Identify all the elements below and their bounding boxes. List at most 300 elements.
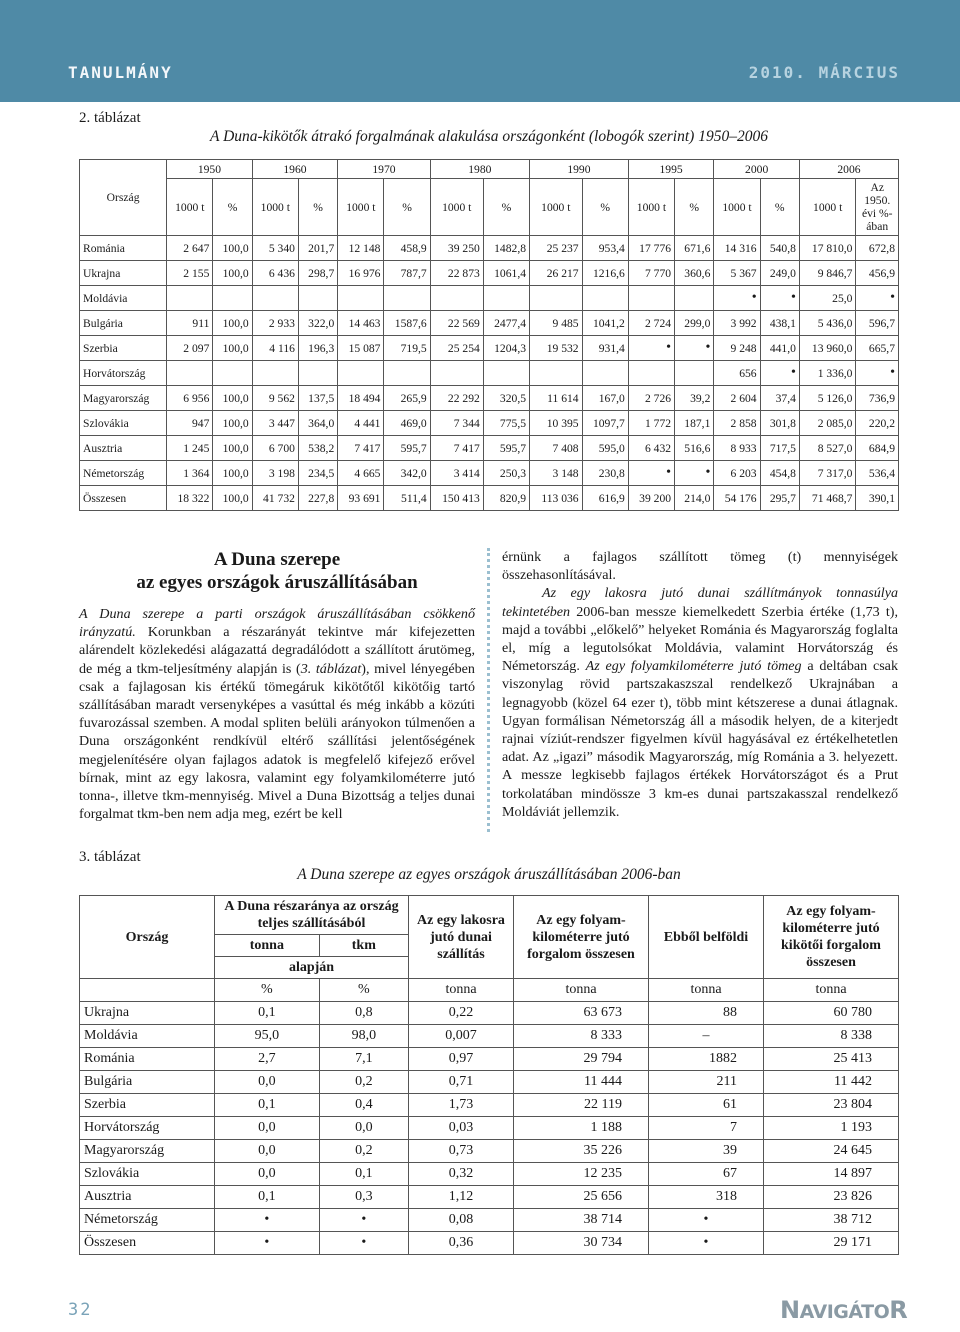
value-cell: 187,1 <box>675 411 714 436</box>
table1-unit: % <box>213 179 252 236</box>
value-cell: 4 116 <box>252 336 298 361</box>
table1-unit: 1000 t <box>628 179 674 236</box>
table-row <box>80 411 899 436</box>
value-cell: 2 933 <box>252 311 298 336</box>
table2-unit: tonna <box>409 979 514 1002</box>
value-cell: • <box>319 1232 408 1255</box>
table-row <box>80 1117 899 1140</box>
value-cell: 6 956 <box>167 386 213 411</box>
value-cell: 0,08 <box>409 1209 514 1232</box>
value-cell: 3 198 <box>252 461 298 486</box>
value-cell: 0,0 <box>215 1071 320 1094</box>
table-row <box>80 1048 899 1071</box>
value-cell: 2 647 <box>167 236 213 261</box>
value-cell: 3 414 <box>430 461 483 486</box>
value-cell: 9 248 <box>714 336 760 361</box>
value-cell <box>338 361 384 386</box>
value-cell: 6 436 <box>252 261 298 286</box>
value-cell: 1 188 <box>514 1117 649 1140</box>
value-cell: 322,0 <box>298 311 337 336</box>
value-cell: 25,0 <box>799 286 856 311</box>
empty-cell <box>80 979 215 1002</box>
value-cell: 14 316 <box>714 236 760 261</box>
value-cell: 18 494 <box>338 386 384 411</box>
value-cell: 98,0 <box>319 1025 408 1048</box>
country-cell: Bulgária <box>80 311 167 336</box>
value-cell: 41 732 <box>252 486 298 511</box>
country-cell: Összesen <box>80 486 167 511</box>
value-cell: 7 317,0 <box>799 461 856 486</box>
value-cell: 100,0 <box>213 486 252 511</box>
value-cell: 1 364 <box>167 461 213 486</box>
value-cell: 671,6 <box>675 236 714 261</box>
value-cell <box>252 286 298 311</box>
value-cell: 2 726 <box>628 386 674 411</box>
value-cell: 656 <box>714 361 760 386</box>
value-cell: 342,0 <box>384 461 430 486</box>
value-cell: 61 <box>649 1094 764 1117</box>
value-cell: 1,12 <box>409 1186 514 1209</box>
value-cell: 0,03 <box>409 1117 514 1140</box>
value-cell: 0,0 <box>319 1117 408 1140</box>
value-cell <box>384 361 430 386</box>
value-cell: 320,5 <box>483 386 529 411</box>
article-paragraph-1: A Duna szerepe a parti országok áruszállításában csökkenő irányzatú. Korunkban a részarányát tekintve már kifejezetten alárendelt közlekedési alágazattá degradálódott a szállított árutömeg, de még a tkm-teljesítmény alapján is (3. táblázat), mivel lényegében csak a fajlagosan kis értékű tömegáruk kikötőtől kikötőig tartó szállításában maradt versenyképes a vasúttal és még inkább a közúti fuvarozással szemben. A modal spliten belüli arányokon túlmenően a Duna országonként rendkívül eltérő szállítási jelentőségének megjelenítésére olyan fajlagos adatok is megfelelő kifejező erővel bírnak, mint az egy lakosra, valamint egy folyamkilométerre jutó tonna-, illetve tkm-mennyiség. Mivel a Duna Bizottság a teljes dunai forgalmat tkm-ben nem adja meg, ezért be kell <box>79 606 475 823</box>
value-cell: 30 734 <box>514 1232 649 1255</box>
value-cell: 250,3 <box>483 461 529 486</box>
value-cell: 8 333 <box>514 1025 649 1048</box>
value-cell: 22 292 <box>430 386 483 411</box>
value-cell: 5 436,0 <box>799 311 856 336</box>
value-cell: 234,5 <box>298 461 337 486</box>
value-cell <box>252 361 298 386</box>
value-cell: 1041,2 <box>582 311 628 336</box>
value-cell: 717,5 <box>760 436 799 461</box>
value-cell: 11 442 <box>764 1071 899 1094</box>
value-cell: 88 <box>649 1002 764 1025</box>
country-cell: Bulgária <box>80 1071 215 1094</box>
value-cell: 10 395 <box>530 411 583 436</box>
value-cell: 93 691 <box>338 486 384 511</box>
value-cell: • <box>675 336 714 361</box>
value-cell: 7 <box>649 1117 764 1140</box>
value-cell <box>675 361 714 386</box>
value-cell: 787,7 <box>384 261 430 286</box>
value-cell: 100,0 <box>213 386 252 411</box>
country-cell: Horvátország <box>80 361 167 386</box>
country-cell: Moldávia <box>80 1025 215 1048</box>
value-cell: 775,5 <box>483 411 529 436</box>
country-cell: Ausztria <box>80 1186 215 1209</box>
table1-year: 1990 <box>530 160 629 179</box>
value-cell: 18 322 <box>167 486 213 511</box>
value-cell: 214,0 <box>675 486 714 511</box>
value-cell: 2477,4 <box>483 311 529 336</box>
value-cell: 13 960,0 <box>799 336 856 361</box>
page-header <box>0 0 960 102</box>
table1-unit: 1000 t <box>252 179 298 236</box>
table1-year: 2006 <box>799 160 898 179</box>
value-cell: 37,4 <box>760 386 799 411</box>
table-row <box>80 386 899 411</box>
value-cell: 536,4 <box>856 461 899 486</box>
value-cell: 0,97 <box>409 1048 514 1071</box>
country-cell: Összesen <box>80 1232 215 1255</box>
table2-ebbol-header: Ebből belföldi <box>649 896 764 979</box>
value-cell: 3 992 <box>714 311 760 336</box>
value-cell: 0,0 <box>215 1117 320 1140</box>
table1-unit: 1000 t <box>167 179 213 236</box>
value-cell <box>582 286 628 311</box>
table2-header-row <box>80 896 899 935</box>
value-cell: 16 976 <box>338 261 384 286</box>
value-cell: 1 772 <box>628 411 674 436</box>
value-cell: 0,0 <box>215 1163 320 1186</box>
value-cell: 100,0 <box>213 461 252 486</box>
value-cell <box>628 286 674 311</box>
value-cell: 595,7 <box>483 436 529 461</box>
value-cell: 469,0 <box>384 411 430 436</box>
value-cell: 7 408 <box>530 436 583 461</box>
value-cell: 100,0 <box>213 436 252 461</box>
country-cell: Moldávia <box>80 286 167 311</box>
value-cell: 596,7 <box>856 311 899 336</box>
value-cell: 7 770 <box>628 261 674 286</box>
value-cell: 0,4 <box>319 1094 408 1117</box>
table1-caption: A Duna-kikötők átrakó forgalmának alakulása országonként (lobogók szerint) 1950–2006 <box>210 128 768 145</box>
value-cell: 9 846,7 <box>799 261 856 286</box>
value-cell: 719,5 <box>384 336 430 361</box>
value-cell: 540,8 <box>760 236 799 261</box>
table2-alapjan-header: alapján <box>215 957 409 979</box>
table-row <box>80 1209 899 1232</box>
table1-label: 2. táblázat <box>79 110 141 126</box>
value-cell <box>213 361 252 386</box>
value-cell: 0,1 <box>215 1002 320 1025</box>
section-title: TANULMÁNY <box>68 62 173 82</box>
value-cell: 5 126,0 <box>799 386 856 411</box>
country-cell: Ausztria <box>80 436 167 461</box>
country-cell: Románia <box>80 236 167 261</box>
article-paragraph-2: érnünk a fajlagos szállított tömeg (t) mennyiségek összehasonlításával. <box>502 549 898 584</box>
value-cell: 22 873 <box>430 261 483 286</box>
table2-folyam-header: Az egy folyam-kilométerre jutó forgalom összesen <box>514 896 649 979</box>
value-cell: 0,36 <box>409 1232 514 1255</box>
value-cell: 1 336,0 <box>799 361 856 386</box>
value-cell: 0,32 <box>409 1163 514 1186</box>
table-row <box>80 1140 899 1163</box>
table1-unit: % <box>582 179 628 236</box>
value-cell: 820,9 <box>483 486 529 511</box>
value-cell: 265,9 <box>384 386 430 411</box>
value-cell: 211 <box>649 1071 764 1094</box>
value-cell: 516,6 <box>675 436 714 461</box>
value-cell: 100,0 <box>213 336 252 361</box>
table-row <box>80 436 899 461</box>
value-cell: 318 <box>649 1186 764 1209</box>
country-cell: Magyarország <box>80 386 167 411</box>
value-cell: 665,7 <box>856 336 899 361</box>
table2-country-header: Ország <box>80 896 215 979</box>
value-cell: 100,0 <box>213 311 252 336</box>
value-cell: 201,7 <box>298 236 337 261</box>
value-cell <box>213 286 252 311</box>
value-cell: 1216,6 <box>582 261 628 286</box>
table1-unit: 1000 t <box>530 179 583 236</box>
value-cell: 11 614 <box>530 386 583 411</box>
value-cell: 0,73 <box>409 1140 514 1163</box>
value-cell: 24 645 <box>764 1140 899 1163</box>
value-cell: • <box>714 286 760 311</box>
value-cell: 0,22 <box>409 1002 514 1025</box>
value-cell: 8 527,0 <box>799 436 856 461</box>
value-cell: 1061,4 <box>483 261 529 286</box>
country-cell: Németország <box>80 1209 215 1232</box>
table1-year: 2000 <box>714 160 800 179</box>
value-cell: • <box>760 361 799 386</box>
country-cell: Ukrajna <box>80 1002 215 1025</box>
table1-unit: % <box>483 179 529 236</box>
table1-unit: % <box>675 179 714 236</box>
value-cell <box>530 361 583 386</box>
value-cell: 25 254 <box>430 336 483 361</box>
country-cell: Horvátország <box>80 1117 215 1140</box>
table-row <box>80 461 899 486</box>
table1-unit: 1000 t <box>714 179 760 236</box>
value-cell: 6 432 <box>628 436 674 461</box>
value-cell: 23 804 <box>764 1094 899 1117</box>
value-cell: 1482,8 <box>483 236 529 261</box>
country-cell: Szerbia <box>80 336 167 361</box>
value-cell <box>430 286 483 311</box>
value-cell: 0,71 <box>409 1071 514 1094</box>
table1-year: 1980 <box>430 160 529 179</box>
table2-unit: % <box>215 979 320 1002</box>
value-cell: 4 441 <box>338 411 384 436</box>
value-cell: 25 237 <box>530 236 583 261</box>
value-cell: 360,6 <box>675 261 714 286</box>
value-cell: 953,4 <box>582 236 628 261</box>
value-cell: 947 <box>167 411 213 436</box>
value-cell <box>582 361 628 386</box>
value-cell: 2 155 <box>167 261 213 286</box>
value-cell: 17 810,0 <box>799 236 856 261</box>
value-cell: 1204,3 <box>483 336 529 361</box>
value-cell: 595,0 <box>582 436 628 461</box>
value-cell: 14 463 <box>338 311 384 336</box>
table2-tonna-header: tonna <box>215 935 320 957</box>
value-cell: • <box>649 1232 764 1255</box>
value-cell: • <box>649 1209 764 1232</box>
table-row <box>80 1025 899 1048</box>
value-cell: 220,2 <box>856 411 899 436</box>
country-cell: Szlovákia <box>80 411 167 436</box>
value-cell: 8 933 <box>714 436 760 461</box>
value-cell: 7,1 <box>319 1048 408 1071</box>
value-cell: 38 714 <box>514 1209 649 1232</box>
table-row <box>80 361 899 386</box>
value-cell: 0,2 <box>319 1071 408 1094</box>
table2-unit-row <box>80 979 899 1002</box>
value-cell: 26 217 <box>530 261 583 286</box>
value-cell: – <box>649 1025 764 1048</box>
table1-unit: % <box>384 179 430 236</box>
value-cell: 227,8 <box>298 486 337 511</box>
table1-year: 1995 <box>628 160 714 179</box>
table1-unit-row <box>80 179 899 236</box>
article-paragraph-3: Az egy lakosra jutó dunai szállítmányok tonnasúlya tekintetében 2006-ban messze kiemelkedett Szerbia értéke (1,73 t), majd a további „előkelő” helyeket Románia és Magyarország foglalta el, míg a legutolsókat Moldávia, valamint Horvátország és Németország. Az egy folyamkilométerre jutó tömeg a deltában csak viszonylag rövid partszakaszszal rendelkező Ukrajnában a legnagyobb (közel 64 ezer t), több mint kétszerese a dunai átlagnak. Ugyan formálisan Németország áll a második helyen, de a kiterjedt rajnai víziút-rendszer figyelmen kívül hagyásával ez értékelhetetlen adat. Az „igazi” második Magyarország, míg Románia a 3. helyezett. A messze legkisebb fajlagos értékek Horvátországot és a Prut torkolatában mindössze 3 km-es dunai partszakasszal rendelkező Moldáviát jellemzik. <box>502 585 898 820</box>
article-title-line2: az egyes országok áruszállításában <box>136 572 418 593</box>
value-cell: 911 <box>167 311 213 336</box>
value-cell: 1 245 <box>167 436 213 461</box>
value-cell: • <box>675 461 714 486</box>
table1-country-header: Ország <box>80 160 167 236</box>
table-row <box>80 1094 899 1117</box>
navigator-logo: NAVIGÁTOR <box>780 1296 908 1324</box>
table2-unit: tonna <box>514 979 649 1002</box>
table-row <box>80 1186 899 1209</box>
value-cell: 14 897 <box>764 1163 899 1186</box>
country-cell: Magyarország <box>80 1140 215 1163</box>
value-cell: 71 468,7 <box>799 486 856 511</box>
table1-unit: 1000 t <box>338 179 384 236</box>
value-cell: 38 712 <box>764 1209 899 1232</box>
value-cell: 3 148 <box>530 461 583 486</box>
value-cell: 11 444 <box>514 1071 649 1094</box>
country-cell: Szerbia <box>80 1094 215 1117</box>
table-row <box>80 1163 899 1186</box>
table-row <box>80 486 899 511</box>
value-cell: 538,2 <box>298 436 337 461</box>
value-cell: 1882 <box>649 1048 764 1071</box>
value-cell: • <box>856 286 899 311</box>
value-cell: 299,0 <box>675 311 714 336</box>
value-cell: 29 794 <box>514 1048 649 1071</box>
country-cell: Ukrajna <box>80 261 167 286</box>
value-cell: 19 532 <box>530 336 583 361</box>
article-column-1 <box>79 605 475 823</box>
table2-kikoto-header: Az egy folyam-kilométerre jutó kikötői forgalom összesen <box>764 896 899 979</box>
table-row <box>80 336 899 361</box>
value-cell: 2 724 <box>628 311 674 336</box>
value-cell <box>384 286 430 311</box>
value-cell: 616,9 <box>582 486 628 511</box>
value-cell: • <box>215 1232 320 1255</box>
value-cell: 6 700 <box>252 436 298 461</box>
value-cell: 511,4 <box>384 486 430 511</box>
table-row <box>80 261 899 286</box>
value-cell: 0,1 <box>215 1186 320 1209</box>
value-cell: 9 562 <box>252 386 298 411</box>
value-cell: 2 858 <box>714 411 760 436</box>
table1-unit: 1000 t <box>430 179 483 236</box>
table2-lakos-header: Az egy lakosra jutó dunai szállítás <box>409 896 514 979</box>
value-cell: 9 485 <box>530 311 583 336</box>
value-cell: 60 780 <box>764 1002 899 1025</box>
table1-unit: 1000 t <box>799 179 856 236</box>
value-cell: 1097,7 <box>582 411 628 436</box>
value-cell: • <box>856 361 899 386</box>
value-cell <box>483 361 529 386</box>
issue-date: 2010. MÁRCIUS <box>748 62 900 82</box>
value-cell <box>298 361 337 386</box>
value-cell <box>430 361 483 386</box>
value-cell: 54 176 <box>714 486 760 511</box>
value-cell: 6 203 <box>714 461 760 486</box>
value-cell: 137,5 <box>298 386 337 411</box>
value-cell: 931,4 <box>582 336 628 361</box>
value-cell: 5 340 <box>252 236 298 261</box>
table-duna-role-2006 <box>79 895 899 1255</box>
value-cell: 150 413 <box>430 486 483 511</box>
table2-share-header: A Duna részaránya az ország teljes szállításából <box>215 896 409 935</box>
value-cell: 0,007 <box>409 1025 514 1048</box>
value-cell: 196,3 <box>298 336 337 361</box>
value-cell: 25 413 <box>764 1048 899 1071</box>
value-cell: 2 085,0 <box>799 411 856 436</box>
table-row <box>80 1071 899 1094</box>
table2-unit: tonna <box>649 979 764 1002</box>
value-cell: 7 344 <box>430 411 483 436</box>
value-cell: 12 148 <box>338 236 384 261</box>
value-cell: 15 087 <box>338 336 384 361</box>
value-cell: 100,0 <box>213 261 252 286</box>
value-cell: • <box>628 336 674 361</box>
value-cell: 35 226 <box>514 1140 649 1163</box>
value-cell: 230,8 <box>582 461 628 486</box>
value-cell: 167,0 <box>582 386 628 411</box>
country-cell: Szlovákia <box>80 1163 215 1186</box>
value-cell: 23 826 <box>764 1186 899 1209</box>
country-cell: Németország <box>80 461 167 486</box>
value-cell: 39,2 <box>675 386 714 411</box>
value-cell: 454,8 <box>760 461 799 486</box>
value-cell: 438,1 <box>760 311 799 336</box>
value-cell <box>530 286 583 311</box>
value-cell: 441,0 <box>760 336 799 361</box>
value-cell: 39 200 <box>628 486 674 511</box>
article-title <box>79 548 475 594</box>
value-cell: • <box>319 1209 408 1232</box>
table-duna-traffic <box>79 159 899 511</box>
value-cell <box>675 286 714 311</box>
value-cell: 4 665 <box>338 461 384 486</box>
table1-year: 1950 <box>167 160 253 179</box>
page-number: 32 <box>68 1300 93 1320</box>
value-cell: 7 417 <box>338 436 384 461</box>
value-cell: 301,8 <box>760 411 799 436</box>
table-row <box>80 236 899 261</box>
table1-base-header: Az 1950. évi %- ában <box>856 179 899 236</box>
value-cell: • <box>215 1209 320 1232</box>
table-row <box>80 1002 899 1025</box>
value-cell: 1587,6 <box>384 311 430 336</box>
value-cell <box>338 286 384 311</box>
value-cell: 113 036 <box>530 486 583 511</box>
article-column-2 <box>502 548 898 821</box>
value-cell: 22 119 <box>514 1094 649 1117</box>
value-cell: 0,3 <box>319 1186 408 1209</box>
value-cell: 295,7 <box>760 486 799 511</box>
value-cell: 2 604 <box>714 386 760 411</box>
article-title-line1: A Duna szerepe <box>213 549 341 570</box>
value-cell: 2 097 <box>167 336 213 361</box>
value-cell: 0,0 <box>215 1140 320 1163</box>
value-cell: 0,2 <box>319 1140 408 1163</box>
table2-label: 3. táblázat <box>79 849 141 865</box>
value-cell: 0,1 <box>319 1163 408 1186</box>
value-cell: 7 417 <box>430 436 483 461</box>
